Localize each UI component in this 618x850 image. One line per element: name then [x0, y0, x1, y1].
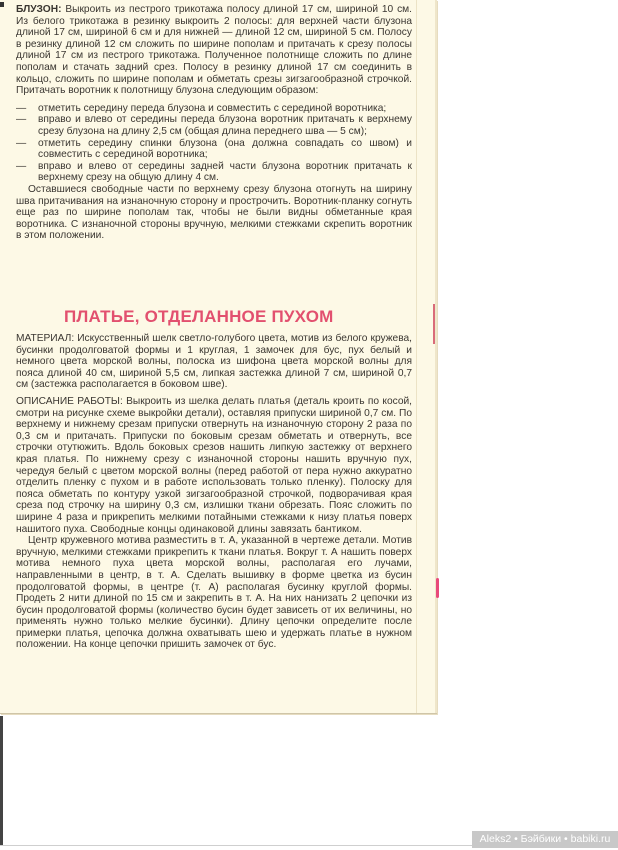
page-right-edge [435, 0, 437, 713]
blouson-closing: Оставшиеся свободные части по верхнему срезу блузона отогнуть на ширину шва притачивания на изнаночную сторону и прострочить. Воротник-планку согнуть еще раз по ширине пополам так, чтобы не были видны обметанные края воротника. С изнаночной стороны вручную, мелкими стежками скрепить воротник в этом положении. [16, 183, 412, 242]
section-title: ПЛАТЬЕ, ОТДЕЛАННОЕ ПУХОМ [64, 307, 334, 326]
page-fold-line [416, 0, 417, 713]
materials-paragraph [16, 333, 412, 391]
motif-paragraph: Центр кружевного мотива разместить в т. А, указанной в чертеже детали. Мотив вручную, мелкими стежками прикрепить к ткани платья. Вокруг т. А нашить поверх мотива немного пуха цвета морской волны, располагая его лучами, направленными в центр, в т. А. Сделать вышивку в форме цветка из бусин продолговатой формы, в центре (т. А) располагая бусинку круглой формы. Продеть 2 нити длиной по 15 см и закрепить в т. А. На них нанизать 2 цепочки из бусин продолговатой формы (количество бусин будет зависеть от их величины, но применять нужно только мелкие бусинки). Длину цепочки определите после примерки платья, цепочка должна охватывать шею и удержать платье в нужном положении. На конце цепочки пришить замочек от бус. [16, 535, 412, 651]
edge-color-mark [436, 578, 439, 598]
materials-label: МАТЕРИАЛ: [16, 333, 75, 344]
scanner-edge-strip [0, 716, 3, 845]
list-item: — вправо и влево от середины задней части блузона воротник притачать к верхнему срезу на общую длину 4 см. [16, 161, 412, 184]
list-item: — отметить середину переда блузона и совместить с серединой воротника; [16, 103, 412, 115]
blouson-intro [16, 4, 412, 97]
watermark: Aleks2 • Бэйбики • babiki.ru [472, 831, 618, 848]
list-item: — вправо и влево от середины переда блузона воротник притачать к верхнему срезу блузона на длину 2,5 см (общая длина переднего шва — 5 см); [16, 114, 412, 137]
blouson-lead: БЛУЗОН: [16, 4, 62, 15]
description-section [16, 396, 412, 651]
blouson-steps-list [16, 103, 412, 184]
description-text: Выкроить из шелка делать платья (деталь кроить по косой, смотри на рисунке схеме выкройки детали), оставляя припуски шириной 0,7 см. По верхнему и нижнему срезам припуски отвернуть на изнаночную сторону 2 раза по 0,3 см и притачать. Припуски по боковым срезам обметать и отвернуть, все строчки отутюжить. Вдоль боковых срезов нашить липкую застежку от верхнего края платья. По нижнему срезу с изнаночной стороны нашить вручную пух, чередуя белый с цветом морской волны (перед работой от пера нужно аккуратно отделить пленку с пухом и в работе использовать только пленку). Полоску для пояса обметать по контуру узкой зигзагообразной строчкой, подворачивая края среза под строчку на ширину 0,3 см, излишки ткани обрезать. Пояс сложить по ширине 4 раза и прикрепить мелкими потайными стежками к низу платья поверх нашитого пуха. Свободные концы одинаковой длины завязать бантиком. [16, 396, 413, 535]
blouson-intro-text: Выкроить из пестрого трикотажа полосу длиной 17 см, шириной 10 см. Из белого трикотажа в резинку выкроить 2 полосы: для верхней части блузона длиной 17 см, шириной 6 см и для нижней — длиной 12 см, шириной 5 см. Полосу в резинку длиной 12 см сложить по ширине пополам и притачать к срезу полосы длиной 17 см из пестрого трикотажа. Полученное полотнище сложить по длине пополам и стачать задний срез. Полосу в резинку длиной 17 см соединить в кольцо, сложить по ширине пополам и обметать срезы зигзагообразной строчкой. Притачать воротник к полотнищу блузона следующим образом: [16, 4, 412, 97]
blouson-section [16, 4, 412, 242]
description-label: ОПИСАНИЕ РАБОТЫ: [16, 396, 123, 407]
corner-mark [0, 2, 4, 7]
list-item: — отметить середину спинки блузона (она должна совпадать со швом) и совместить с серединой воротника; [16, 138, 412, 161]
materials-text: Искусственный шелк светло-голубого цвета, мотив из белого кружева, бусинки продолговатой формы и 1 круглая, 1 замочек для бус, пух белый и немного цвета морской волны, полоска из шифона цвета морской волны для пояса длиной 40 см, шириной 5,5 см, липкая застежка длиной 7 см, шириной 0,7 см (застежка располагается в боковом шве). [16, 333, 412, 391]
edge-color-mark [433, 304, 435, 344]
